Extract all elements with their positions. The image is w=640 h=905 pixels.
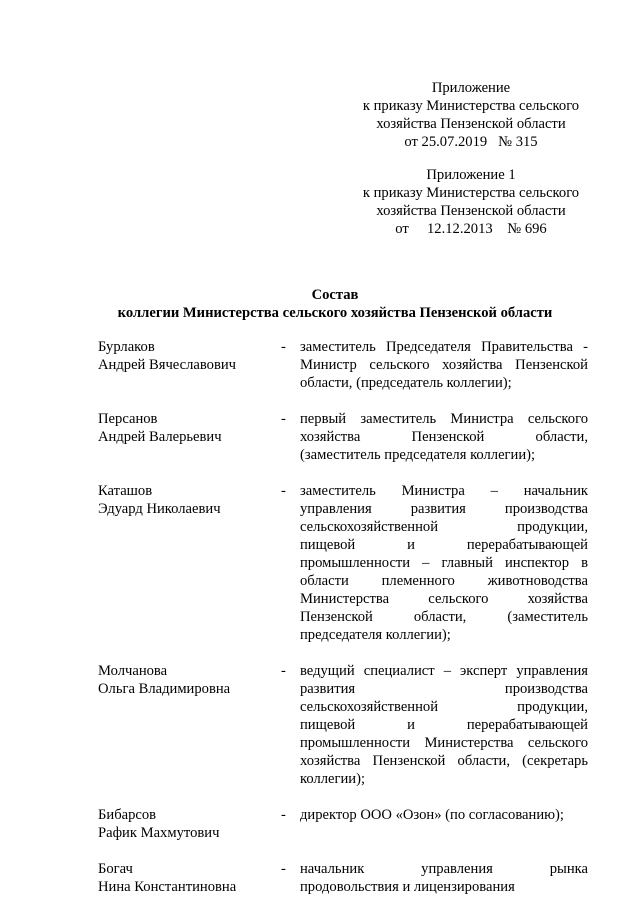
member-row: [98, 482, 588, 644]
member-name: [98, 338, 281, 374]
position-line: Министерства сельского хозяйства: [300, 591, 588, 607]
member-given-name: Рафик Махмутович: [98, 825, 220, 841]
member-name: [98, 410, 281, 446]
position-line: сельскохозяйственной продукции,: [300, 519, 588, 535]
member-row: [98, 410, 588, 464]
member-row: [98, 662, 588, 788]
member-dash: -: [281, 861, 286, 877]
member-position: [300, 662, 588, 788]
member-dash: -: [281, 483, 286, 499]
member-surname: Бурлаков: [98, 339, 155, 355]
position-line: управления развития производства: [300, 501, 588, 517]
member-dash: -: [281, 807, 286, 823]
member-name: [98, 482, 281, 518]
member-name: [98, 662, 281, 698]
member-position: [300, 860, 588, 896]
position-line: председателя коллегии);: [300, 627, 451, 643]
appendix1-line: Приложение 1: [426, 167, 516, 183]
document-title: [80, 286, 590, 322]
member-dash: -: [281, 411, 286, 427]
member-surname: Каташов: [98, 483, 153, 499]
member-name: [98, 806, 281, 842]
position-line: ведущий специалист – эксперт управления: [300, 663, 588, 679]
appendix1-line: к приказу Министерства сельского: [362, 185, 580, 201]
member-surname: Бибарсов: [98, 807, 157, 823]
position-line: первый заместитель Министра сельского: [300, 411, 588, 427]
member-surname: Молчанова: [98, 663, 168, 679]
member-row: [98, 806, 588, 842]
title-line-2: коллегии Министерства сельского хозяйства Пензенской области: [117, 305, 553, 321]
member-dash: -: [281, 663, 286, 679]
position-line: начальник управления рынка: [300, 861, 588, 877]
position-line: пищевой и перерабатывающей: [300, 537, 588, 553]
position-line: Министр сельского хозяйства Пензенской: [300, 357, 588, 373]
member-surname: Персанов: [98, 411, 158, 427]
member-given-name: Андрей Вячеславович: [98, 357, 236, 373]
member-position: [300, 410, 588, 464]
position-line: заместитель Председателя Правительства -: [300, 339, 588, 355]
members-list: [98, 338, 588, 896]
member-dash: -: [281, 339, 286, 355]
member-position: [300, 338, 588, 392]
appendix-header: [340, 79, 602, 151]
appendix-line: к приказу Министерства сельского: [362, 98, 580, 114]
position-line: коллегии);: [300, 771, 366, 787]
member-given-name: Эдуард Николаевич: [98, 501, 221, 517]
position-line: продовольствия и лицензирования: [300, 879, 515, 895]
position-line: пищевой и перерабатывающей: [300, 717, 588, 733]
position-line: заместитель Министра – начальник: [300, 483, 588, 499]
appendix-line: от 25.07.2019 № 315: [404, 134, 538, 150]
appendix-line: хозяйства Пензенской области: [376, 116, 566, 132]
position-line: развития производства: [300, 681, 588, 697]
position-line: промышленности – главный инспектор в: [300, 555, 588, 571]
member-row: [98, 338, 588, 392]
member-surname: Богач: [98, 861, 133, 877]
member-given-name: Нина Константиновна: [98, 879, 237, 895]
position-line: области племенного животноводства: [300, 573, 588, 589]
appendix1-line: от 12.12.2013 № 696: [395, 221, 547, 237]
member-row: [98, 860, 588, 896]
member-position: [300, 482, 588, 644]
member-position: [300, 806, 588, 824]
title-line-1: Состав: [311, 287, 359, 303]
position-line: области, (председатель коллегии);: [300, 375, 512, 391]
member-name: [98, 860, 281, 896]
position-line: промышленности Министерства сельского: [300, 735, 588, 751]
position-line: хозяйства Пензенской области, (секретарь: [300, 753, 588, 769]
position-line: хозяйства Пензенской области,: [300, 429, 588, 445]
position-line: (заместитель председателя коллегии);: [300, 447, 536, 463]
appendix-line: Приложение: [431, 80, 511, 96]
position-line: Пензенской области, (заместитель: [300, 609, 588, 625]
appendix1-header: [340, 166, 602, 238]
position-line: сельскохозяйственной продукции,: [300, 699, 588, 715]
member-given-name: Ольга Владимировна: [98, 681, 231, 697]
member-given-name: Андрей Валерьевич: [98, 429, 222, 445]
position-line: директор ООО «Озон» (по согласованию);: [300, 807, 564, 823]
appendix1-line: хозяйства Пензенской области: [376, 203, 566, 219]
